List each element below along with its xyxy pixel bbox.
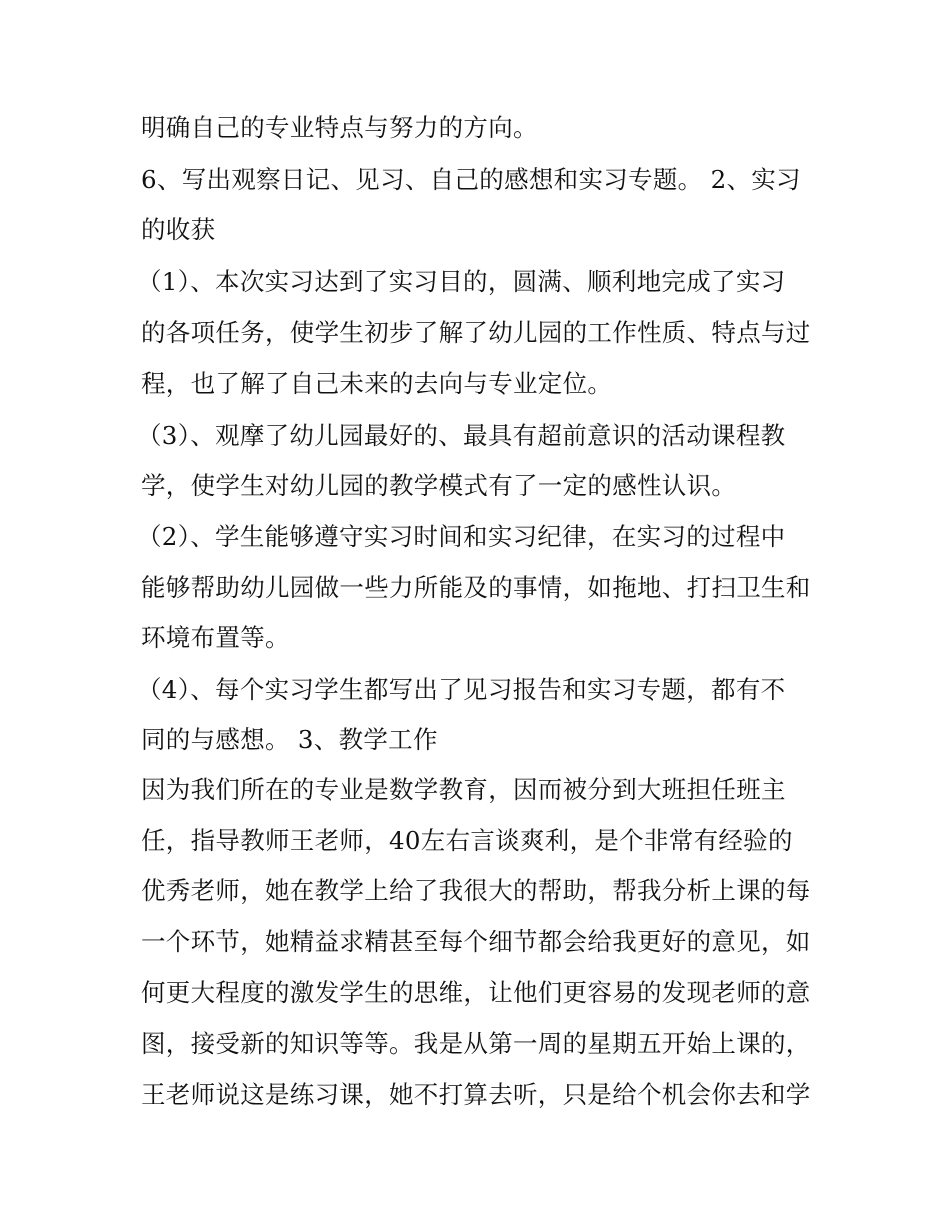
text-line: （4）、每个实习学生都写出了见习报告和实习专题，都有不 [137, 675, 786, 704]
text-line: 能够帮助幼儿园做一些力所能及的事情，如拖地、打扫卫生和 [141, 573, 811, 602]
text-line: 因为我们所在的专业是数学教育，因而被分到大班担任班主 [141, 775, 786, 804]
text-line: 环境布置等。 [141, 623, 290, 652]
text-line: （2）、学生能够遵守实习时间和实习纪律，在实习的过程中 [137, 522, 786, 551]
text-line: （1）、本次实习达到了实习目的，圆满、顺利地完成了实习 [137, 267, 786, 296]
text-line: 的各项任务，使学生初步了解了幼儿园的工作性质、特点与过 [141, 318, 811, 347]
text-line: 6、写出观察日记、见习、自己的感想和实习专题。 2、实习 [141, 165, 801, 194]
text-line: 王老师说这是练习课，她不打算去听，只是给个机会你去和学 [141, 1080, 811, 1109]
text-line: 图，接受新的知识等等。我是从第一周的星期五开始上课的， [141, 1029, 811, 1058]
text-line: 程，也了解了自己未来的去向与专业定位。 [141, 369, 613, 398]
text-line: 的收获 [141, 215, 216, 244]
text-line: 明确自己的专业特点与努力的方向。 [141, 113, 538, 142]
text-line: 优秀老师，她在教学上给了我很大的帮助，帮我分析上课的每 [141, 876, 811, 905]
text-line: 何更大程度的激发学生的思维，让他们更容易的发现老师的意 [141, 978, 811, 1007]
text-line: 任，指导教师王老师，40左右言谈爽利，是个非常有经验的 [141, 826, 793, 855]
text-line: 一个环节，她精益求精甚至每个细节都会给我更好的意见，如 [141, 927, 811, 956]
text-line: 学，使学生对幼儿园的教学模式有了一定的感性认识。 [141, 471, 737, 500]
text-line: 同的与感想。 3、教学工作 [141, 725, 438, 754]
text-line: （3）、观摩了幼儿园最好的、最具有超前意识的活动课程教 [137, 421, 786, 450]
